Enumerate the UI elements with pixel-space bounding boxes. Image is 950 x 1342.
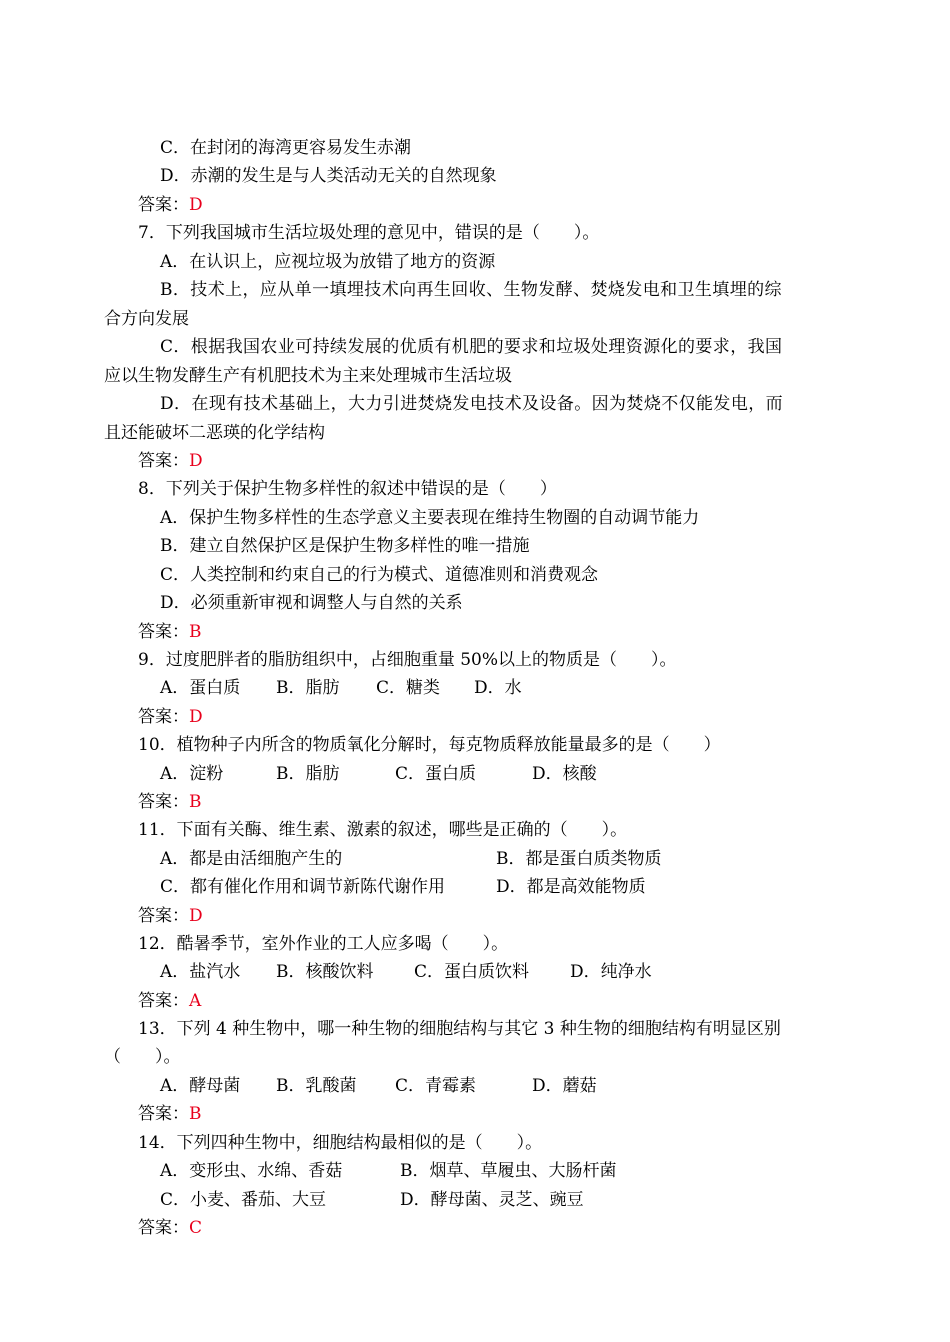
q11-option-d: D．都是高效能物质 [496, 877, 646, 897]
q14-option-b: B．烟草、草履虫、大肠杆菌 [400, 1161, 617, 1181]
q12-answer-row [0, 987, 950, 1015]
q14-options-row-2 [0, 1186, 950, 1214]
q9-answer: D [189, 707, 203, 727]
q14-option-c: C．小麦、番茄、大豆 [160, 1190, 327, 1210]
q11-stem: 11．下面有关酶、维生素、激素的叙述，哪些是正确的（ ）。 [138, 820, 628, 840]
q10-answer: B [189, 792, 202, 812]
q10-answer-row [0, 788, 950, 816]
q6-option-d: D．赤潮的发生是与人类活动无关的自然现象 [160, 166, 497, 186]
answer-label: 答案： [138, 906, 189, 926]
q11-option-c: C．都有催化作用和调节新陈代谢作用 [160, 877, 446, 897]
q7-option-a: A．在认识上，应视垃圾为放错了地方的资源 [160, 252, 496, 272]
q14-answer-row [0, 1214, 950, 1242]
q13-option-d: D．蘑菇 [532, 1076, 597, 1096]
q11-option-b: B．都是蛋白质类物质 [496, 849, 662, 869]
q9-option-a: A．蛋白质 [160, 678, 241, 698]
q10-option-a: A．淀粉 [160, 764, 224, 784]
q13-option-a: A．酵母菌 [160, 1076, 241, 1096]
q13-option-b: B．乳酸菌 [276, 1076, 357, 1096]
answer-label: 答案： [138, 622, 189, 642]
q11-options-row-2 [0, 873, 950, 901]
q12-option-c: C．蛋白质饮料 [414, 962, 530, 982]
q11-options-row-1 [0, 845, 950, 873]
q8-option-a: A．保护生物多样性的生态学意义主要表现在维持生物圈的自动调节能力 [160, 508, 700, 528]
q10-options-row [0, 760, 950, 788]
q6-option-c: C．在封闭的海湾更容易发生赤潮 [160, 138, 412, 158]
q12-option-b: B．核酸饮料 [276, 962, 374, 982]
q11-option-a: A．都是由活细胞产生的 [160, 849, 343, 869]
answer-label: 答案： [138, 195, 189, 215]
answer-label: 答案： [138, 707, 189, 727]
answer-label: 答案： [138, 451, 189, 471]
q7-answer-row [0, 447, 950, 475]
q12-option-d: D．纯净水 [570, 962, 652, 982]
q8-option-b: B．建立自然保护区是保护生物多样性的唯一措施 [160, 536, 530, 556]
q11-answer: D [189, 906, 203, 926]
q9-answer-row [0, 703, 950, 731]
q6-answer-row [0, 191, 950, 219]
q7-stem: 7．下列我国城市生活垃圾处理的意见中，错误的是（ ）。 [138, 223, 600, 243]
q13-options-row [0, 1072, 950, 1100]
q6-answer: D [189, 195, 203, 215]
q8-answer: B [189, 622, 202, 642]
answer-label: 答案： [138, 1218, 189, 1238]
q9-options-row [0, 674, 950, 702]
q7-answer: D [189, 451, 203, 471]
q8-option-c: C．人类控制和约束自己的行为模式、道德准则和消费观念 [160, 565, 599, 585]
q7-option-b-line2: 合方向发展 [104, 309, 189, 329]
q10-option-c: C．蛋白质 [395, 764, 477, 784]
q8-answer-row [0, 618, 950, 646]
q10-stem: 10．植物种子内所含的物质氧化分解时，每克物质释放能量最多的是（ ） [138, 735, 721, 755]
q9-option-d: D．水 [474, 678, 522, 698]
q9-option-b: B．脂肪 [276, 678, 340, 698]
q11-answer-row [0, 902, 950, 930]
q14-answer: C [189, 1218, 203, 1238]
q13-answer-row [0, 1100, 950, 1128]
answer-label: 答案： [138, 792, 189, 812]
q7-option-b-line1: B．技术上，应从单一填埋技术向再生回收、生物发酵、焚烧发电和卫生填埋的综 [160, 280, 782, 300]
q10-option-b: B．脂肪 [276, 764, 340, 784]
q8-option-d: D．必须重新审视和调整人与自然的关系 [160, 593, 463, 613]
q13-stem-line2: （ ）。 [104, 1047, 181, 1067]
q14-option-d: D．酵母菌、灵芝、豌豆 [400, 1190, 584, 1210]
q13-stem-line1: 13．下列 4 种生物中，哪一种生物的细胞结构与其它 3 种生物的细胞结构有明显区别 [138, 1019, 781, 1039]
answer-label: 答案： [138, 1104, 189, 1124]
q12-answer: A [189, 991, 202, 1011]
q13-option-c: C．青霉素 [395, 1076, 477, 1096]
q14-stem: 14．下列四种生物中，细胞结构最相似的是（ ）。 [138, 1133, 543, 1153]
q9-option-c: C．糖类 [376, 678, 441, 698]
q14-options-row-1 [0, 1157, 950, 1185]
q13-answer: B [189, 1104, 202, 1124]
q10-option-d: D．核酸 [532, 764, 597, 784]
q7-option-d-line2: 且还能破坏二恶瑛的化学结构 [104, 423, 325, 443]
q12-options-row [0, 958, 950, 986]
q12-stem: 12．酷暑季节，室外作业的工人应多喝（ ）。 [138, 934, 509, 954]
q14-option-a: A．变形虫、水绵、香菇 [160, 1161, 343, 1181]
q8-stem: 8．下列关于保护生物多样性的叙述中错误的是（ ） [138, 479, 557, 499]
q7-option-c-line1: C．根据我国农业可持续发展的优质有机肥的要求和垃圾处理资源化的要求，我国 [160, 337, 783, 357]
answer-label: 答案： [138, 991, 189, 1011]
q7-option-d-line1: D．在现有技术基础上，大力引进焚烧发电技术及设备。因为焚烧不仅能发电，而 [160, 394, 784, 414]
q12-option-a: A．盐汽水 [160, 962, 241, 982]
q9-stem: 9．过度肥胖者的脂肪组织中，占细胞重量 50%以上的物质是（ ）。 [138, 650, 677, 670]
q7-option-c-line2: 应以生物发酵生产有机肥技术为主来处理城市生活垃圾 [104, 366, 512, 386]
